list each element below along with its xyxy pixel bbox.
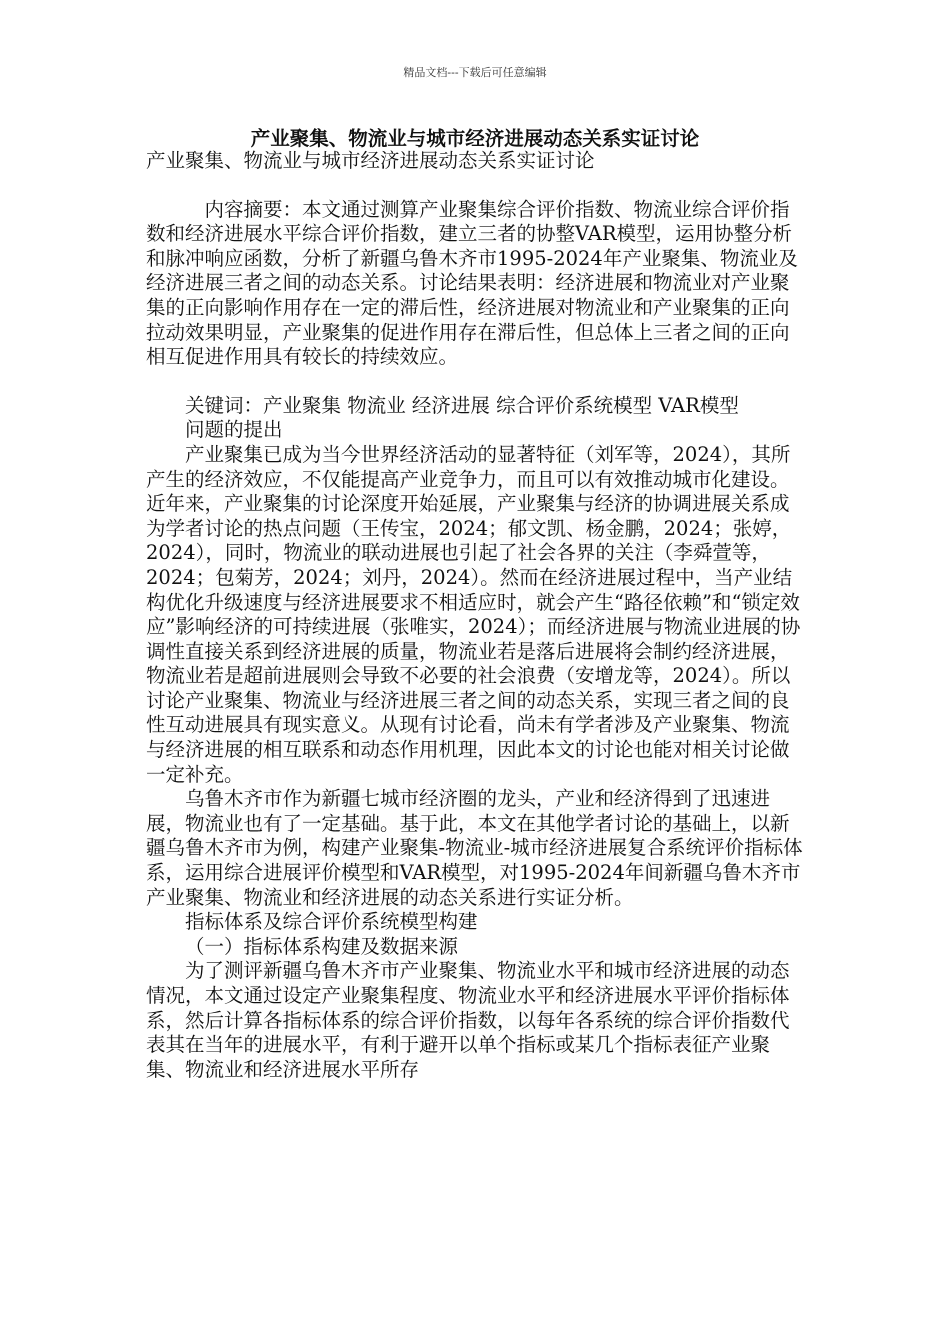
body-paragraph-1: 产业聚集已成为当今世界经济活动的显著特征（刘军等，2024），其所产生的经济效应，不仅能提高产业竞争力，而且可以有效推动城市化建设。近年来，产业聚集的讨论深度开始延展，产业聚集与经济的协调进展关系成为学者讨论的热点问题（王传宝，2024；郁文凯、杨金鹏，2024；张婷，2024），同时，物流业的联动进展也引起了社会各界的关注（李舜萱等，2024；包菊芳，2024；刘丹，2024）。然而在经济进展过程中，当产业结构优化升级速度与经济进展要求不相适应时，就会产生“路径依赖”和“锁定效应”影响经济的可持续进展（张唯实，2024）；而经济进展与物流业进展的协调性直接关系到经济进展的质量，物流业若是落后进展将会制约经济进展，物流业若是超前进展则会导致不必要的社会浪费（安增龙等，2024）。所以讨论产业聚集、物流业与经济进展三者之间的动态关系，实现三者之间的良性互动进展具有现实意义。从现有讨论看，尚未有学者涉及产业聚集、物流与经济进展的相互联系和动态作用机理，因此本文的讨论也能对相关讨论做一定补充。 xyxy=(146,442,801,786)
body-paragraph-2: 乌鲁木齐市作为新疆七城市经济圈的龙头，产业和经济得到了迅速进展，物流业也有了一定基础。基于此，本文在其他学者讨论的基础上，以新疆乌鲁木齐市为例，构建产业聚集-物流业-城市经济进展复合系统评价指标体系，运用综合进展评价模型和VAR模型，对1995-2024年间新疆乌鲁木齐市产业聚集、物流业和经济进展的动态关系进行实证分析。 xyxy=(146,787,803,909)
body-paragraph-3: 为了测评新疆乌鲁木齐市产业聚集、物流业水平和城市经济进展的动态情况，本文通过设定产业聚集程度、物流业水平和经济进展水平评价指标体系，然后计算各指标体系的综合评价指数，以每年各系统的综合评价指数代表其在当年的进展水平，有利于避开以单个指标或某几个指标表征产业聚集、物流业和经济进展水平所存 xyxy=(146,959,790,1081)
document-body xyxy=(146,149,806,1082)
document-title: 产业聚集、物流业与城市经济进展动态关系实证讨论 xyxy=(250,127,700,150)
abstract-paragraph: 内容摘要：本文通过测算产业聚集综合评价指数、物流业综合评价指数和经济进展水平综合评价指数，建立三者的协整VAR模型，运用协整分析和脉冲响应函数，分析了新疆乌鲁木齐市1995-2024年产业聚集、物流业及经济进展三者之间的动态关系。讨论结果表明：经济进展和物流业对产业聚集的正向影响作用存在一定的滞后性，经济进展对物流业和产业聚集的正向拉动效果明显，产业聚集的促进作用存在滞后性，但总体上三者之间的正向相互促进作用具有较长的持续效应。 xyxy=(146,197,798,369)
keywords-paragraph: 关键词：产业聚集 物流业 经济进展 综合评价系统模型 VAR模型 xyxy=(185,393,739,417)
section-heading-index-system: 指标体系及综合评价系统模型构建 xyxy=(185,910,478,934)
section-heading-problem: 问题的提出 xyxy=(185,418,283,442)
subsection-heading: （一）指标体系构建及数据来源 xyxy=(185,934,459,958)
document-subtitle: 产业聚集、物流业与城市经济进展动态关系实证讨论 xyxy=(146,149,595,172)
page-header: 精品文档---下载后可任意编辑 xyxy=(403,66,547,79)
